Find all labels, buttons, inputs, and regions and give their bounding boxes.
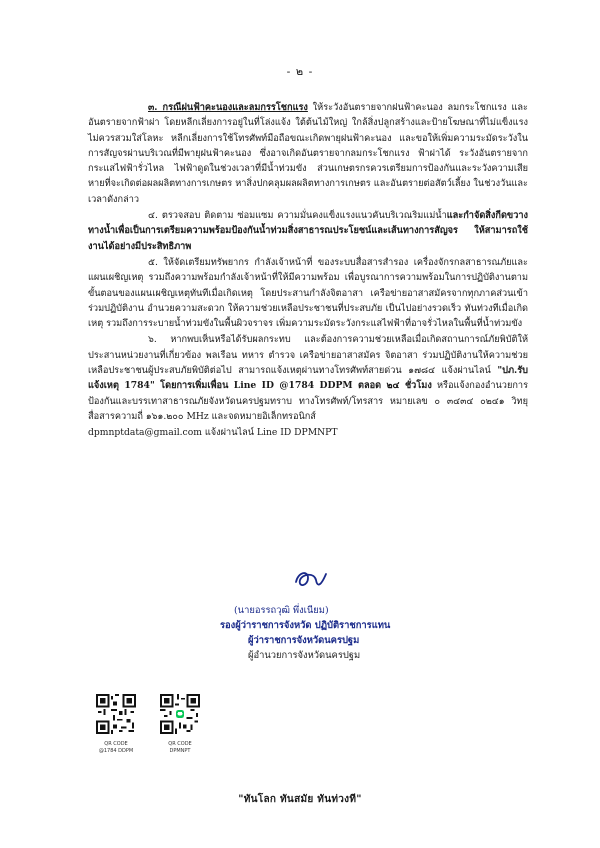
paragraph-3-heading: ๓. กรณีฝนฟ้าคะนองและลมกรรโชกแรง xyxy=(148,102,308,113)
signer-title-3: ผู้อำนวยการจังหวัดนครปฐม xyxy=(248,650,361,661)
paragraph-3-text: ให้ระวังอันตรายจากฝนฟ้าคะนอง ลมกระโชกแรง และอันตรายจากฟ้าผ่า โดยหลีกเลี่ยงการอยู่ในที่โล่งแจ้ง ใต้ต้นไม้ใหญ่ ใกล้สิ่งปลูกสร้างและป้ายโฆษณาที่ไม่แข็งแรง ไม่ควรสวมใส่โลหะ หลีกเลี่ยงการใช้โทรศัพท์มือถือขณะเกิดพายุฝนฟ้าคะนอง และขอให้เพิ่มความระมัดระวังในการสัญจรผ่านบริเวณที่มีพายุฝนฟ้าคะนอง ซึ่งอาจเกิดอันตรายจากลมกระโชกแรง ฟ้าผ่าได้ ระวังอันตรายจากกระแสไฟฟ้ารั่วไหล ไฟฟ้าดูดในช่วงเวลาที่มีน้ำท่วมขัง ส่วนเกษตรกรควรเตรียมการป้องกันและระวังความเสียหายที่จะเกิดต่อผลผลิตทางการเกษตร หาสิ่งปกคลุมผลผลิตทางการเกษตร และอันตรายต่อสัตว์เลี้ยง ในช่วงวันและเวลาดังกล่าว xyxy=(88,102,528,205)
qr-code-1784-ddpm-icon[interactable] xyxy=(96,694,136,734)
qr-code-dpmnpt-icon[interactable] xyxy=(160,694,200,734)
signer-title-2: ผู้ว่าราชการจังหวัดนครปฐม xyxy=(248,635,360,646)
handwritten-signature xyxy=(290,566,330,592)
page-number: - ๒ - xyxy=(286,65,314,78)
paragraph-6-bold: "ปภ.รับแจ้งเหตุ 1784" โดยการเพิ่มเพื่อน Line ID @1784 DDPM ตลอด ๒๔ ชั่วโมง xyxy=(88,365,528,392)
paragraph-5: ๕. ให้จัดเตรียมทรัพยากร กำลังเจ้าหน้าที่ ของระบบสื่อสารสำรอง เครื่องจักรกลสาธารณภัยและแผนเผชิญเหตุ รวมถึงความพร้อมกำลังเจ้าหน้าที่ให้มีความพร้อม เพื่อบูรณาการความพร้อมในการปฏิบัติงานตามขั้นตอนของแผนเผชิญเหตุทันทีเมื่อเกิดเหตุ โดยประสานกำลังจิตอาสา เครือข่ายอาสาสมัครจากทุกภาคส่วนเข้าร่วมปฏิบัติงาน อำนวยความสะดวก ให้ความช่วยเหลือประชาชนที่ประสบภัย เป็นไปอย่างรวดเร็ว ทันท่วงทีเมื่อเกิดเหตุ รวมถึงการระบายน้ำท่วมขังในพื้นผิวจราจร เพิ่มความระมัดระวังกระแสไฟฟ้าที่อาจรั่วไหลในพื้นที่น้ำท่วมขัง xyxy=(88,256,528,330)
paragraph-6 xyxy=(88,332,528,424)
signature-block xyxy=(220,603,460,663)
paragraph-3 xyxy=(88,100,528,207)
qr-label-2: QR CODE DPMNPT xyxy=(168,741,192,754)
signer-title-1: รองผู้ว่าราชการจังหวัด ปฏิบัติราชการแทน xyxy=(220,620,391,631)
qr-label-1: QR CODE @1784 DDPM xyxy=(98,741,134,754)
paragraph-4-text: ๔. ตรวจสอบ ติดตาม ซ่อมแซม ความมั่นคงแข็งแรงแนวคันบริเวณริมแม่น้ำ xyxy=(148,210,447,222)
paragraph-6-text: ๖. หากพบเห็นหรือได้รับผลกระทบ และต้องการความช่วยเหลือเมื่อเกิดสถานการณ์ภัยพิบัติให้ประสานหน่วยงานที่เกี่ยวข้อง พลเรือน ทหาร ตำรวจ เครือข่ายอาสาสมัคร จิตอาสา ร่วมปฏิบัติงานให้ความช่วยเหลือประชาชนผู้ประสบภัยพิบัติต่อไป สามารถแจ้งเหตุผ่านทางโทรศัพท์สายด่วน ๑๗๘๔ แจ้งผ่านไลน์ xyxy=(88,334,528,377)
document-body xyxy=(88,100,528,442)
paragraph-4-bold: และกำจัดสิ่งกีดขวางทางน้ำเพื่อเป็นการเตรียมความพร้อมป้องกันน้ำท่วมสิ่งสาธารณประโยชน์และเส้นทางการสัญจร ให้สามารถใช้งานได้อย่างมีประสิทธิภาพ xyxy=(88,210,528,252)
paragraph-6-email: dpmnptdata@gmail.com แจ้งผ่านไลน์ Line ID DPMNPT xyxy=(88,427,338,439)
slogan: "ทันโลก ทันสมัย ทันท่วงที" xyxy=(238,794,362,805)
paragraph-6-tail: หรือแจ้งกองอำนวยการป้องกันและบรรเทาสาธารณภัยจังหวัดนครปฐมทราบ ทางโทรศัพท์/โทรสาร หมายเลข ๐ ๓๔๓๔ ๐๒๔๑ วิทยุสื่อสารความถี่ ๑๖๑.๒๐๐ MHz และจดหมายอิเล็กทรอนิกส์ xyxy=(88,380,528,422)
paragraph-4 xyxy=(88,208,528,254)
signer-name: (นายอรรถวุฒิ พึ่งเนียม) xyxy=(234,605,329,616)
